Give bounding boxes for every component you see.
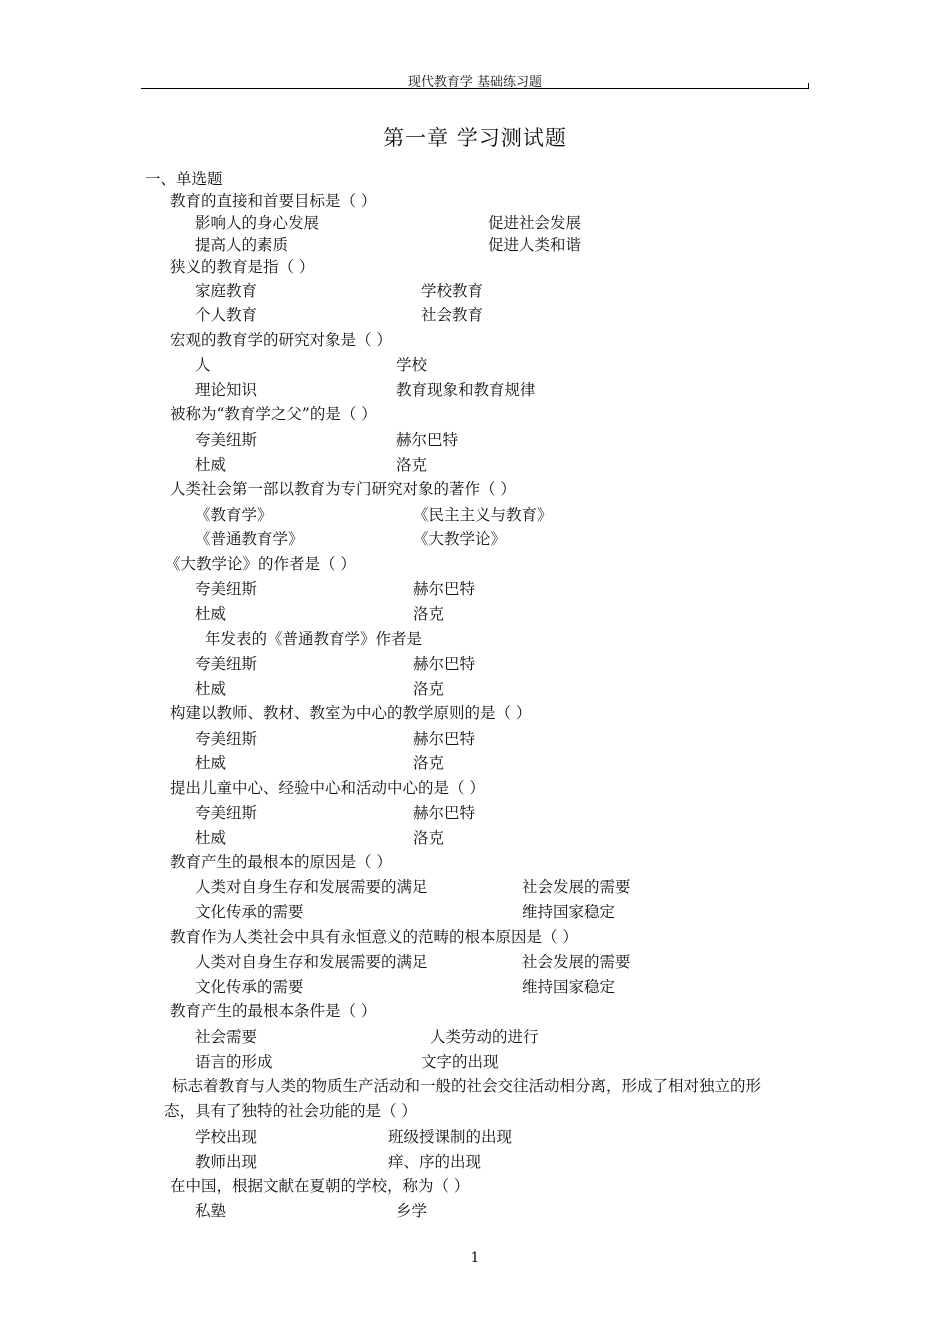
option: 学校教育 [421,282,484,300]
option: 夸美纽斯 [195,730,258,748]
option: 学校出现 [195,1128,258,1146]
question-stem: 教育产生的最根本条件是（ ） [170,1002,377,1020]
option: 赫尔巴特 [413,730,476,748]
option: 促进人类和谐 [488,236,582,254]
option: 《民主主义与教育》 [413,506,553,524]
option: 文化传承的需要 [195,978,304,996]
page-header: 现代教育学 基础练习题 [407,75,543,90]
question-stem: 教育作为人类社会中具有永恒意义的范畴的根本原因是（ ） [170,928,578,946]
question-stem: 年发表的《普通教育学》作者是 [205,630,423,648]
option: 《教育学》 [195,506,273,524]
option: 人类劳动的进行 [430,1028,539,1046]
option: 维持国家稳定 [522,903,616,921]
option: 教育现象和教育规律 [396,381,536,399]
option: 人类对自身生存和发展需要的满足 [195,878,428,896]
question-stem: 被称为“教育学之父”的是（ ） [170,405,377,423]
section-heading: 一、单选题 [145,170,223,188]
option: 语言的形成 [195,1053,273,1071]
option: 赫尔巴特 [396,431,459,449]
option: 人类对自身生存和发展需要的满足 [195,953,428,971]
option: 夸美纽斯 [195,431,258,449]
option: 杜威 [195,829,227,847]
question-stem: 人类社会第一部以教育为专门研究对象的著作（ ） [170,480,516,498]
option: 痒、序的出现 [388,1153,482,1171]
option: 班级授课制的出现 [388,1128,513,1146]
option: 教师出现 [195,1153,258,1171]
option: 《普通教育学》 [195,530,304,548]
question-stem: 教育产生的最根本的原因是（ ） [170,853,392,871]
option: 社会发展的需要 [522,878,631,896]
option: 家庭教育 [195,282,258,300]
option: 文字的出现 [421,1053,499,1071]
option: 《大教学论》 [413,530,507,548]
question-stem: 狭义的教育是指（ ） [170,258,315,276]
header-divider [141,88,809,89]
option: 学校 [396,356,428,374]
question-stem: 构建以教师、教材、教室为中心的教学原则的是（ ） [170,704,532,722]
option: 社会发展的需要 [522,953,631,971]
option: 理论知识 [195,381,258,399]
option: 赫尔巴特 [413,804,476,822]
header-divider-tick [808,83,809,89]
question-stem: 教育的直接和首要目标是（ ） [170,192,377,210]
option: 杜威 [195,680,227,698]
option: 夸美纽斯 [195,580,258,598]
question-stem: 提出儿童中心、经验中心和活动中心的是（ ） [170,779,485,797]
question-stem: 《大教学论》的作者是（ ） [165,555,356,573]
option: 杜威 [195,754,227,772]
option: 杜威 [195,456,227,474]
option: 人 [195,356,211,374]
question-stem: 在中国，根据文献在夏朝的学校，称为（ ） [170,1177,470,1195]
option: 社会需要 [195,1028,258,1046]
option: 夸美纽斯 [195,655,258,673]
option: 社会教育 [421,306,484,324]
option: 洛克 [413,680,445,698]
option: 洛克 [413,754,445,772]
option: 影响人的身心发展 [195,214,320,232]
option: 文化传承的需要 [195,903,304,921]
option: 洛克 [413,605,445,623]
option: 杜威 [195,605,227,623]
option: 乡学 [396,1202,428,1220]
page-title: 第一章 学习测试题 [383,126,567,150]
option: 洛克 [396,456,428,474]
option: 维持国家稳定 [522,978,616,996]
option: 私塾 [195,1202,227,1220]
question-stem-continued: 态，具有了独特的社会功能的是（ ） [164,1102,417,1120]
option: 夸美纽斯 [195,804,258,822]
option: 洛克 [413,829,445,847]
option: 赫尔巴特 [413,655,476,673]
option: 促进社会发展 [488,214,582,232]
option: 个人教育 [195,306,258,324]
question-stem: 宏观的教育学的研究对象是（ ） [170,331,392,349]
question-stem: 标志着教育与人类的物质生产活动和一般的社会交往活动相分离，形成了相对独立的形 [172,1077,762,1095]
page-number: 1 [470,1250,480,1266]
option: 提高人的素质 [195,236,289,254]
option: 赫尔巴特 [413,580,476,598]
